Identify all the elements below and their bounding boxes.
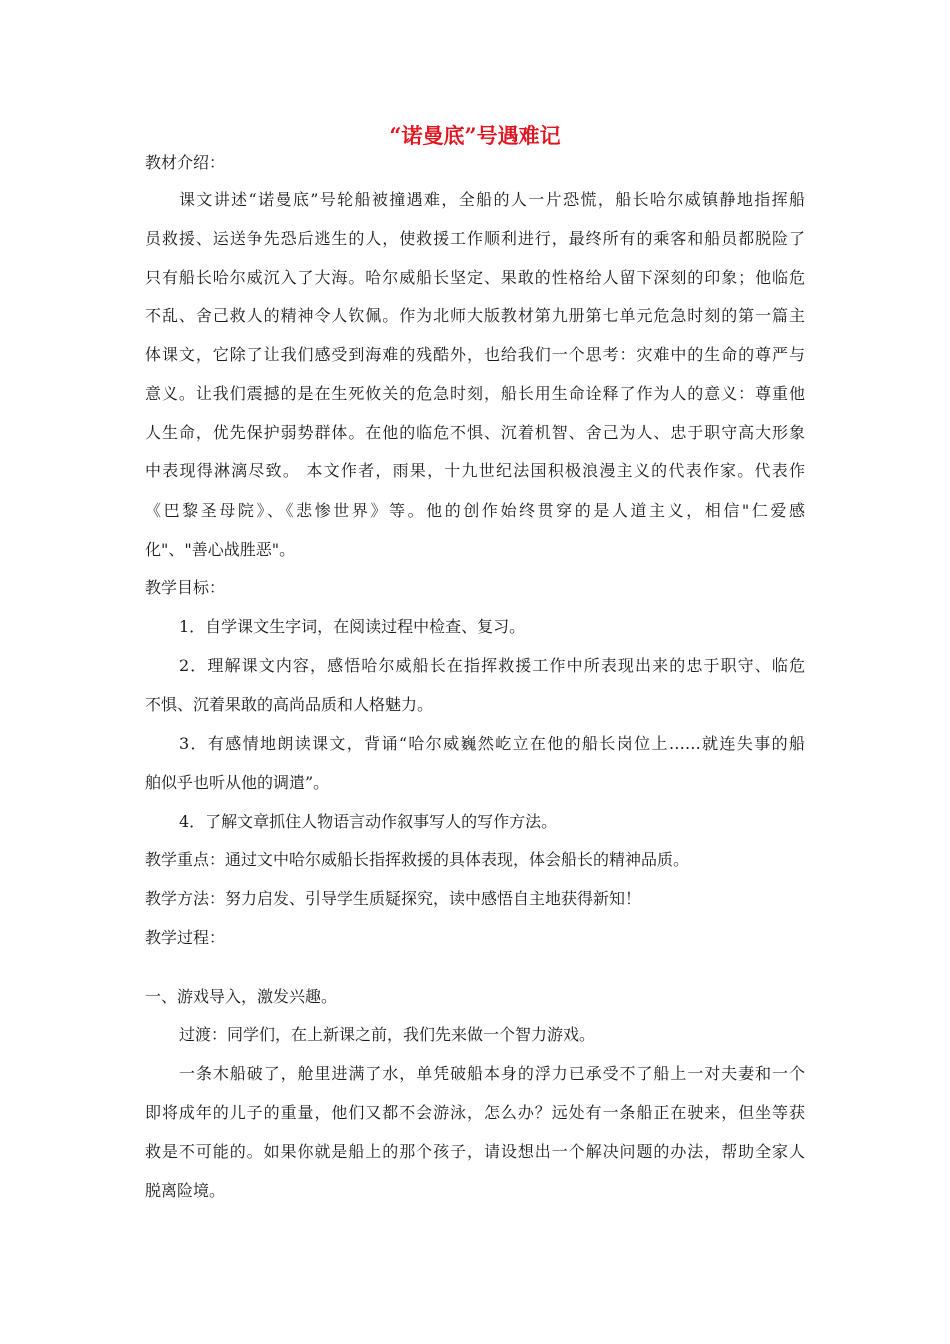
paragraph-line: 化"、"善心战胜恶"。 <box>145 540 296 559</box>
paragraph-line: 脱离险境。 <box>145 1181 226 1200</box>
document-title: “诺曼底”号遇难记 <box>389 123 561 148</box>
paragraph-line: 员救援、运送争先恐后逃生的人，使救援工作顺利进行，最终所有的乘客和船员都脱险了 <box>145 229 805 248</box>
list-item-continuation: 不惧、沉着果敢的高尚品质和人格魅力。 <box>145 695 434 714</box>
paragraph-line: 即将成年的儿子的重量，他们又都不会游泳，怎么办？远处有一条船正在驶来，但坐等获 <box>145 1103 805 1122</box>
paragraph-line: 《巴黎圣母院》、《悲惨世界》等。他的创作始终贯穿的是人道主义，相信"仁爱感 <box>145 501 805 520</box>
paragraph-line: 过渡：同学们，在上新课之前，我们先来做一个智力游戏。 <box>179 1025 596 1044</box>
list-item-continuation: 舶似乎也听从他的调遣”。 <box>145 773 330 792</box>
paragraph-line: 只有船长哈尔威沉入了大海。哈尔威船长坚定、果敢的性格给人留下深刻的印象；他临危 <box>145 268 805 287</box>
list-item: 4．了解文章抓住人物语言动作叙事写人的写作方法。 <box>179 812 558 831</box>
section-line: 教学方法：努力启发、引导学生质疑探究，读中感悟自主地获得新知！ <box>145 889 642 908</box>
paragraph-line: 意义。让我们震撼的是在生死攸关的危急时刻，船长用生命诠释了作为人的意义：尊重他 <box>145 384 805 403</box>
paragraph-line: 体课文，它除了让我们感受到海难的残酷外，也给我们一个思考：灾难中的生命的尊严与 <box>145 345 805 364</box>
section-heading: 教学过程： <box>145 928 226 947</box>
list-item: 2．理解课文内容，感悟哈尔威船长在指挥救援工作中所表现出来的忠于职守、临危 <box>179 656 805 675</box>
list-item: 1．自学课文生字词，在阅读过程中检查、复习。 <box>179 617 526 636</box>
paragraph-line: 人生命，优先保护弱势群体。在他的临危不惧、沉着机智、舍己为人、忠于职守高大形象 <box>145 423 805 442</box>
step-heading: 一、游戏导入，激发兴趣。 <box>145 987 338 1006</box>
paragraph-line: 中表现得淋漓尽致。 本文作者，雨果，十九世纪法国积极浪漫主义的代表作家。代表作 <box>145 461 805 480</box>
section-heading: 教学目标： <box>145 578 226 597</box>
section-heading: 教材介绍： <box>145 153 226 172</box>
paragraph-line: 一条木船破了，舱里进满了水，单凭破船本身的浮力已承受不了船上一对夫妻和一个 <box>179 1064 805 1083</box>
paragraph-line: 课文讲述“诺曼底”号轮船被撞遇难，全船的人一片恐慌，船长哈尔威镇静地指挥船 <box>179 190 805 209</box>
paragraph-line: 不乱、舍己救人的精神令人钦佩。作为北师大版教材第九册第七单元危急时刻的第一篇主 <box>145 306 805 325</box>
section-line: 教学重点：通过文中哈尔威船长指挥救援的具体表现，体会船长的精神品质。 <box>145 850 690 869</box>
paragraph-line: 救是不可能的。如果你就是船上的那个孩子，请设想出一个解决问题的办法，帮助全家人 <box>145 1142 805 1161</box>
list-item: 3．有感情地朗读课文，背诵“哈尔威巍然屹立在他的船长岗位上……就连失事的船 <box>179 734 805 753</box>
